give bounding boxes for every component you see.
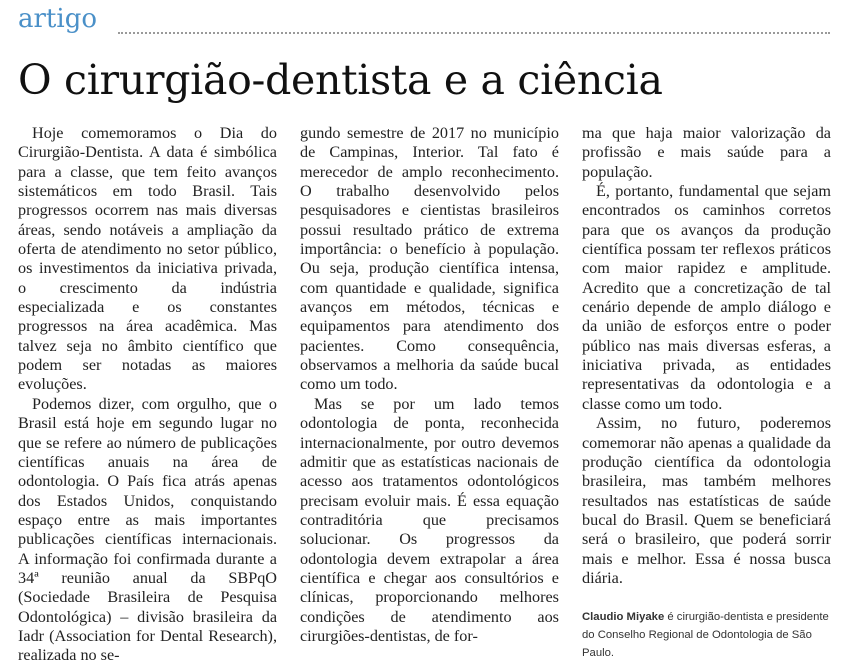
paragraph: Hoje comemoramos o Dia do Cirurgião-Dentista. A data é simbólica para a classe, que tem feito avanços sistemáticos em todo Brasil. Tais progressos ocorrem nas mais diversas áreas, sendo notáveis a ampliação da oferta de atendimento no setor público, os investimentos da iniciativa privada, o crescimento da indústria especializada e os constantes progressos na área acadêmica. Mas talvez seja no âmbito científico que podem ser notadas as maiores evoluções. [18,124,277,394]
article-headline: O cirurgião-dentista e a ciência [18,56,663,104]
article-column-2 [300,124,559,646]
article-column-3 [582,124,831,662]
paragraph: gundo semestre de 2017 no município de Campinas, Interior. Tal fato é merecedor de amplo reconhecimento. O trabalho desenvolvido pelos pesquisadores e cientistas brasileiros possui resultado prático de extrema importância: o benefício à população. Ou seja, produção científica intensa, com quantidade e qualidade, significa avanços em métodos, técnicas e equipamentos para atendimento dos pacientes. Como consequência, observamos a melhoria da saúde bucal como um todo. [300,124,559,394]
paragraph: Assim, no futuro, poderemos comemorar não apenas a qualidade da produção científica da odontologia brasileira, mas também melhores resultados nas estatísticas de saúde bucal do Brasil. Quem se beneficiará será o brasileiro, que poderá sorrir mais e melhor. Essa é nossa busca diária. [582,414,831,587]
author-credit [582,608,831,662]
paragraph: Mas se por um lado temos odontologia de ponta, reconhecida internacionalmente, por outro devemos admitir que as estatísticas nacionais de acesso aos tratamentos odontológicos precisam evoluir mais. É essa equação contraditória que precisamos solucionar. Os progressos da odontologia devem extrapolar a área científica e chegar aos consultórios e clínicas, proporcionando melhores condições de atendimento aos cirurgiões-dentistas, de for- [300,394,559,645]
paragraph: Podemos dizer, com orgulho, que o Brasil está hoje em segundo lugar no que se refere ao número de publicações científicas anuais na área de odontologia. O País fica atrás apenas dos Estados Unidos, conquistando espaço entre as mais importantes publicações científicas internacionais. A informação foi confirmada durante a 34ª reunião anual da SBPqO (Sociedade Brasileira de Pesquisa Odontológica) – divisão brasileira da Iadr (Association for Dental Research), realizada no se- [18,394,277,665]
author-name: Claudio Miyake [582,611,665,624]
section-divider [118,32,830,34]
article-column-1 [18,124,277,666]
paragraph: ma que haja maior valorização da profissão e mais saúde para a população. [582,124,831,181]
section-label: artigo [18,4,97,34]
author-bio: é cirurgião-dentista e presidente do Conselho Regional de Odontologia de São Paulo. [582,611,829,660]
paragraph: É, portanto, fundamental que sejam encontrados os caminhos corretos para que os avanços da produção científica possam ter reflexos práticos com maior rapidez e amplitude. Acredito que a concretização de tal cenário depende de amplo diálogo e da união de esforços entre o poder público nas mais diversas esferas, a iniciativa privada, as entidades representativas da odontologia e a classe como um todo. [582,182,831,413]
